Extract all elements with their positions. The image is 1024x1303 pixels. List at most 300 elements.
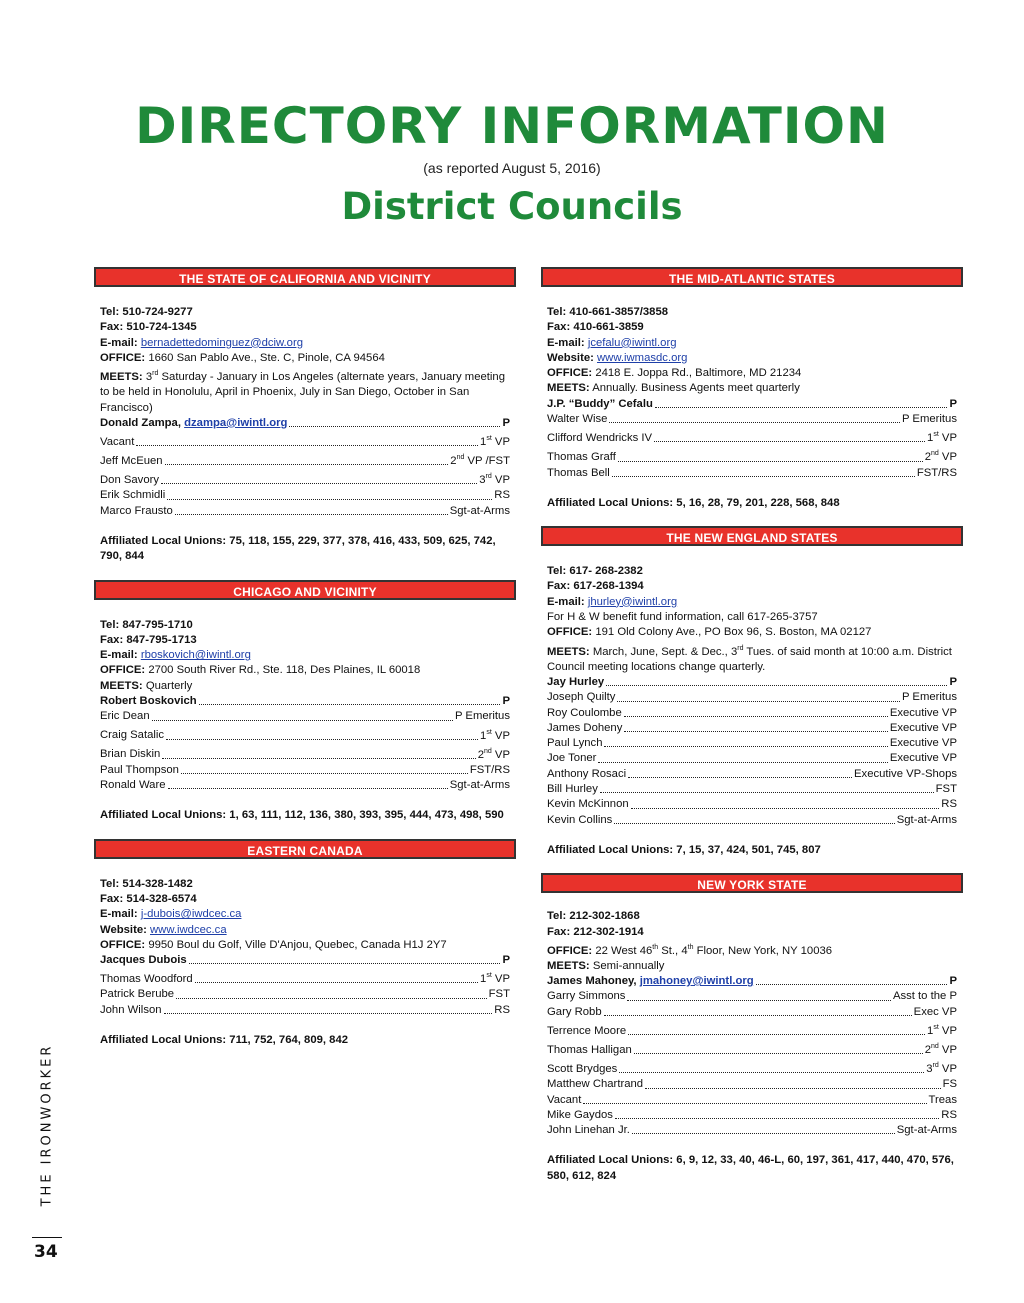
- leader-dots: [604, 746, 887, 747]
- officer-title-text: Executive VP: [889, 706, 957, 719]
- tel: Tel: 410-661-3857/3858: [547, 306, 669, 318]
- officer-ordinal-suffix: nd: [456, 454, 465, 462]
- officer-name: Anthony Rosaci: [547, 767, 627, 780]
- page-number: 34: [34, 1242, 58, 1262]
- leader-dots: [619, 1072, 924, 1073]
- council-body: [94, 859, 516, 1049]
- website-label: Website:: [100, 923, 147, 936]
- officer-ordinal-suffix: st: [486, 972, 492, 980]
- officer-title: [854, 767, 957, 782]
- tel: Tel: 514-328-1482: [100, 877, 193, 890]
- leader-dots: [655, 407, 948, 408]
- officer-ordinal-suffix: st: [486, 435, 492, 443]
- leader-dots: [176, 998, 487, 999]
- officer-row: [100, 953, 510, 968]
- officer-title-text: VP: [941, 432, 957, 445]
- officer-title-text: RS: [941, 798, 957, 811]
- meets-text: March, June, Sept. & Dec., 3: [592, 645, 738, 658]
- leader-dots: [165, 464, 449, 465]
- ordinal-suffix: th: [652, 943, 659, 951]
- officer-name: Patrick Berube: [100, 988, 175, 1001]
- officer-list: [547, 989, 957, 1138]
- officer-title: [479, 469, 510, 488]
- officer-row: [547, 989, 957, 1004]
- affiliated-locals: Affiliated Local Unions: 6, 9, 12, 33, 40, 46-L, 60, 197, 361, 417, 440, 470, 576, 580, 612, 824: [547, 1154, 954, 1182]
- leader-dots: [612, 476, 915, 477]
- officer-row: [547, 1077, 957, 1092]
- office-label: OFFICE:: [547, 626, 593, 639]
- leader-dots: [164, 1013, 493, 1014]
- affiliated-locals: Affiliated Local Unions: 1, 63, 111, 112, 136, 380, 393, 395, 444, 473, 498, 590: [100, 809, 504, 822]
- officer-title: [917, 466, 957, 481]
- officer-name: Terrence Moore: [547, 1024, 627, 1037]
- officer-title-text: VP: [941, 451, 957, 464]
- leader-dots: [199, 704, 501, 705]
- officer-ordinal: 1: [927, 1024, 934, 1037]
- email-label: E-mail:: [100, 908, 138, 921]
- officer-row: [547, 446, 957, 465]
- officer-row: [547, 1039, 957, 1058]
- council-new-york: [541, 873, 963, 1184]
- officer-row: [547, 1058, 957, 1077]
- officer-ordinal: 1: [927, 432, 934, 445]
- leader-dots: [756, 984, 948, 985]
- leader-dots: [632, 1133, 895, 1134]
- officer-title: [890, 736, 957, 751]
- officer-ordinal: 3: [479, 474, 486, 487]
- officer-row: [100, 416, 510, 431]
- email-label: E-mail:: [547, 595, 585, 608]
- officer-name: Brian Diskin: [100, 748, 161, 761]
- affiliated-locals: Affiliated Local Unions: 5, 16, 28, 79, 201, 228, 568, 848: [547, 496, 840, 509]
- benefit-fund-note: For H & W benefit fund information, call 617-265-3757: [547, 610, 818, 623]
- meets-text-cont: Tues. of said month at 10:00 a.m. District Council meeting locations change quarterly.: [547, 645, 952, 673]
- officer-title-text: Sgt-at-Arms: [896, 813, 957, 826]
- meets-text: Semi-annually: [592, 959, 665, 972]
- officer-row: [547, 751, 957, 766]
- council-body: [541, 893, 963, 1184]
- officer-title-text: P Emeritus: [901, 691, 957, 704]
- officer-name: Thomas Woodford: [100, 973, 193, 986]
- officer-title: [890, 721, 957, 736]
- officer-title-text: Sgt-at-Arms: [449, 779, 510, 792]
- website-label: Website:: [547, 351, 594, 364]
- office-address: 191 Old Colony Ave., PO Box 96, S. Boston, MA 02127: [595, 626, 872, 639]
- leader-dots: [631, 808, 940, 809]
- president-name: Robert Boskovich: [100, 695, 197, 707]
- officer-title-text: RS: [941, 1108, 957, 1121]
- officer-row: [547, 1093, 957, 1108]
- officer-title: P: [502, 416, 510, 429]
- leader-dots: [162, 758, 475, 759]
- council-body: [541, 287, 963, 511]
- meets-ordinal: 3: [145, 370, 153, 383]
- president-name: J.P. “Buddy” Cefalu: [547, 397, 653, 410]
- officer-name: Mike Gaydos: [547, 1108, 613, 1121]
- council-body: [94, 600, 516, 824]
- officer-title-text: FST/RS: [916, 466, 957, 479]
- office-address-cont: St., 4: [661, 944, 688, 957]
- email-link[interactable]: rboskovich@iwintl.org: [140, 649, 251, 662]
- officer-title: P: [949, 975, 957, 988]
- council-mid-atlantic: [541, 267, 963, 511]
- officer-title: [936, 782, 957, 797]
- leader-dots: [181, 773, 468, 774]
- officer-title: P: [949, 397, 957, 410]
- officer-row: [547, 690, 957, 705]
- affiliated-locals: Affiliated Local Unions: 75, 118, 155, 229, 377, 378, 416, 433, 509, 625, 742, 790, 844: [100, 534, 496, 563]
- officer-name: Joe Toner: [547, 752, 597, 765]
- officer-ordinal-suffix: nd: [483, 747, 492, 755]
- officer-title-text: VP: [941, 1024, 957, 1037]
- officer-title-text: FST/RS: [469, 763, 510, 776]
- leader-dots: [645, 1088, 940, 1089]
- officer-title-text: VP: [494, 973, 510, 986]
- officer-name: Eric Dean: [100, 710, 150, 723]
- officer-title: [897, 813, 957, 828]
- officer-row: [100, 694, 510, 709]
- officer-ordinal: 2: [924, 1043, 931, 1056]
- officer-ordinal-suffix: nd: [930, 1043, 939, 1051]
- officer-list: [100, 709, 510, 793]
- leader-dots: [615, 1118, 939, 1119]
- officer-row: [547, 412, 957, 427]
- officer-title: [925, 1039, 957, 1058]
- leader-dots: [604, 1015, 912, 1016]
- officer-row: [547, 721, 957, 736]
- officer-title: [450, 450, 510, 469]
- president-email-link[interactable]: jmahoney@iwintl.org: [639, 975, 754, 988]
- officer-name: John Linehan Jr.: [547, 1124, 630, 1137]
- officer-list: [100, 968, 510, 1018]
- officer-ordinal: 2: [924, 451, 931, 464]
- officer-name: Jeff McEuen: [100, 454, 163, 467]
- officer-name: Paul Lynch: [547, 737, 603, 750]
- leader-dots: [195, 982, 478, 983]
- meets-label: MEETS:: [100, 370, 143, 383]
- leader-dots: [627, 1000, 890, 1001]
- officer-row: [547, 466, 957, 481]
- officer-row: [100, 431, 510, 450]
- officer-name: Marco Frausto: [100, 504, 173, 517]
- officer-title-text: Executive VP: [889, 752, 957, 765]
- president-name: Jay Hurley: [547, 675, 605, 688]
- officer-title-text: VP: [494, 435, 510, 448]
- office-address: 2700 South River Rd., Ste. 118, Des Plaines, IL 60018: [148, 664, 421, 677]
- officer-list: [547, 412, 957, 481]
- publication-name: [36, 1040, 58, 1210]
- officer-title-text: Executive VP-Shops: [854, 767, 957, 780]
- officer-title: [890, 751, 957, 766]
- officer-title: [489, 987, 510, 1002]
- officer-ordinal: 1: [480, 729, 487, 742]
- leader-dots: [168, 788, 448, 789]
- officer-name: Scott Brydges: [547, 1062, 618, 1075]
- president-email-link[interactable]: dzampa@iwintl.org: [184, 416, 288, 429]
- leader-dots: [189, 963, 501, 964]
- council-header: EASTERN CANADA: [94, 839, 516, 859]
- officer-title-text: RS: [494, 1003, 510, 1016]
- office-address: 2418 E. Joppa Rd., Baltimore, MD 21234: [595, 367, 802, 380]
- officer-row: [547, 767, 957, 782]
- officer-ordinal-suffix: rd: [485, 473, 492, 481]
- officer-row: [100, 450, 510, 469]
- council-body: [541, 546, 963, 858]
- officer-name: James Doheny: [547, 721, 623, 734]
- tel: Tel: 847-795-1710: [100, 618, 193, 631]
- council-header: THE NEW ENGLAND STATES: [541, 526, 963, 546]
- president-name: Jacques Dubois: [100, 954, 187, 967]
- leader-dots: [606, 685, 947, 686]
- office-label: OFFICE:: [100, 351, 146, 364]
- council-header: THE MID-ATLANTIC STATES: [541, 267, 963, 287]
- officer-title: [897, 1123, 957, 1138]
- officer-title: [943, 1077, 957, 1092]
- leader-dots: [634, 1053, 923, 1054]
- officer-row: [547, 974, 957, 989]
- leader-dots: [624, 716, 888, 717]
- email-link[interactable]: jcefalu@iwintl.org: [587, 336, 677, 349]
- officer-name: Thomas Graff: [547, 451, 616, 464]
- leader-dots: [167, 499, 492, 500]
- fax: Fax: 617-268-1394: [547, 580, 644, 593]
- leader-dots: [136, 445, 478, 446]
- officer-title: [941, 797, 957, 812]
- officer-row: [100, 488, 510, 503]
- officer-list: [100, 431, 510, 519]
- officer-ordinal: 1: [480, 973, 487, 986]
- leader-dots: [289, 426, 500, 427]
- council-body: [94, 287, 516, 565]
- fax: Fax: 212-302-1914: [547, 925, 644, 938]
- officer-row: [100, 778, 510, 793]
- email-label: E-mail:: [100, 336, 138, 349]
- council-california: [94, 267, 516, 565]
- meets-label: MEETS:: [547, 959, 590, 972]
- leader-dots: [609, 422, 899, 423]
- officer-title-text: VP: [941, 1043, 957, 1056]
- meets-text: Saturday - January in Los Angeles (alternate years, January meeting to be held in Honolulu, April in Phoenix, July in San Diego, October in San Francisco): [100, 370, 505, 414]
- website-link[interactable]: www.iwmasdc.org: [597, 351, 688, 364]
- officer-title-text: VP: [494, 474, 510, 487]
- office-address-end: Floor, New York, NY 10036: [696, 944, 833, 957]
- officer-title: P: [949, 675, 957, 688]
- meets-ordinal-suffix: rd: [737, 644, 744, 652]
- officer-row: [100, 763, 510, 778]
- office-label: OFFICE:: [547, 367, 593, 380]
- council-eastern-canada: [94, 839, 516, 1049]
- officer-title: P: [502, 695, 510, 707]
- meets-text: Annually. Business Agents meet quarterly: [592, 382, 800, 395]
- officer-ordinal: 3: [926, 1062, 933, 1075]
- officer-title: [480, 431, 510, 450]
- email-link[interactable]: bernadettedominguez@dciw.org: [140, 336, 304, 349]
- ordinal-suffix: th: [687, 943, 694, 951]
- meets-text: Quarterly: [145, 679, 193, 692]
- officer-title-text: Executive VP: [889, 737, 957, 750]
- leader-dots: [628, 1034, 925, 1035]
- officer-title: [902, 412, 957, 427]
- leader-dots: [600, 792, 934, 793]
- affiliated-locals: Affiliated Local Unions: 711, 752, 764, 809, 842: [100, 1034, 349, 1047]
- leader-dots: [583, 1103, 926, 1104]
- officer-ordinal-suffix: rd: [932, 1062, 939, 1070]
- president-name: James Mahoney,: [547, 975, 637, 988]
- officer-title-text: Exec VP: [913, 1005, 957, 1018]
- officer-row: [100, 968, 510, 987]
- officer-row: [547, 1123, 957, 1138]
- officer-name: Craig Satalic: [100, 729, 165, 742]
- officer-title: [929, 1093, 957, 1108]
- officer-name: John Wilson: [100, 1003, 162, 1016]
- officer-name: Kevin McKinnon: [547, 798, 629, 811]
- report-date: (as reported August 5, 2016): [423, 160, 601, 176]
- officer-row: [547, 675, 957, 690]
- officer-name: Garry Simmons: [547, 990, 626, 1003]
- leader-dots: [617, 701, 900, 702]
- officer-row: [547, 427, 957, 446]
- officer-title-text: Executive VP: [889, 721, 957, 734]
- fax: Fax: 510-724-1345: [100, 321, 197, 334]
- right-column: [541, 267, 963, 1184]
- officer-title-text: FST: [935, 783, 957, 796]
- officer-title-text: Asst to the P: [892, 990, 957, 1003]
- council-new-england: [541, 526, 963, 858]
- officer-title-text: VP: [494, 748, 510, 761]
- leader-dots: [614, 823, 894, 824]
- office-address: 1660 San Pablo Ave., Ste. C, Pinole, CA 94564: [148, 351, 385, 364]
- officer-title: [893, 989, 957, 1004]
- officer-row: [100, 1003, 510, 1018]
- officer-title: P: [502, 954, 510, 967]
- officer-name: Don Savory: [100, 474, 160, 487]
- fax: Fax: 847-795-1713: [100, 633, 197, 646]
- tel: Tel: 617- 268-2382: [547, 565, 643, 578]
- officer-title: [494, 488, 510, 503]
- officer-ordinal: 2: [450, 454, 457, 467]
- email-label: E-mail:: [100, 649, 138, 662]
- section-heading: District Councils: [341, 185, 683, 228]
- officer-ordinal-suffix: st: [933, 1024, 939, 1032]
- officer-title-text: Treas: [928, 1093, 957, 1106]
- officer-title-text: VP: [494, 729, 510, 742]
- page-number-rule: [32, 1237, 62, 1238]
- officer-title: [927, 1020, 957, 1039]
- left-column: [94, 267, 516, 1048]
- officer-title: [890, 706, 957, 721]
- officer-name: Vacant: [100, 435, 135, 448]
- officer-row: [100, 725, 510, 744]
- officer-name: Paul Thompson: [100, 763, 179, 776]
- officer-title-text: FS: [942, 1078, 957, 1091]
- officer-name: Thomas Halligan: [547, 1043, 632, 1056]
- officer-row: [547, 397, 957, 412]
- officer-ordinal-suffix: st: [486, 728, 492, 736]
- officer-row: [547, 1108, 957, 1123]
- officer-name: Walter Wise: [547, 413, 608, 426]
- officer-row: [100, 744, 510, 763]
- officer-title: [478, 744, 510, 763]
- website-link[interactable]: www.iwdcec.ca: [150, 923, 227, 936]
- officer-name: Matthew Chartrand: [547, 1078, 644, 1091]
- officer-title: [902, 690, 957, 705]
- officer-name: Vacant: [547, 1093, 582, 1106]
- officer-name: Kevin Collins: [547, 813, 613, 826]
- page-title: DIRECTORY INFORMATION: [135, 97, 889, 155]
- officer-row: [100, 469, 510, 488]
- tel: Tel: 510-724-9277: [100, 306, 193, 318]
- council-header: CHICAGO AND VICINITY: [94, 580, 516, 600]
- meets-label: MEETS:: [100, 679, 143, 692]
- fax: Fax: 514-328-6574: [100, 892, 197, 905]
- officer-title-text: RS: [494, 489, 510, 502]
- office-address: 22 West 46: [595, 944, 653, 957]
- officer-name: Roy Coulombe: [547, 706, 622, 719]
- officer-list: [547, 690, 957, 828]
- meets-ordinal-suffix: rd: [152, 370, 159, 378]
- meets-label: MEETS:: [547, 645, 590, 658]
- officer-name: Ronald Ware: [100, 779, 166, 792]
- fax: Fax: 410-661-3859: [547, 321, 644, 334]
- officer-ordinal: 2: [477, 748, 484, 761]
- officer-title: [450, 778, 510, 793]
- officer-title: [914, 1005, 957, 1020]
- officer-title-text: FST: [488, 988, 510, 1001]
- officer-title-text: Sgt-at-Arms: [449, 504, 510, 517]
- leader-dots: [618, 461, 923, 462]
- president-name: Donald Zampa,: [100, 416, 181, 429]
- office-label: OFFICE:: [100, 938, 146, 951]
- officer-name: Clifford Wendricks IV: [547, 432, 653, 445]
- officer-ordinal: 1: [480, 435, 487, 448]
- officer-row: [547, 1020, 957, 1039]
- officer-title-text: VP /FST: [467, 454, 510, 467]
- officer-row: [547, 736, 957, 751]
- email-label: E-mail:: [547, 336, 585, 349]
- officer-row: [547, 706, 957, 721]
- officer-title: [480, 725, 510, 744]
- officer-row: [100, 504, 510, 519]
- officer-name: Joseph Quilty: [547, 691, 616, 704]
- officer-row: [100, 987, 510, 1002]
- council-chicago: [94, 580, 516, 824]
- email-link[interactable]: jhurley@iwintl.org: [587, 595, 678, 608]
- officer-title-text: Sgt-at-Arms: [896, 1124, 957, 1137]
- officer-title: [927, 427, 957, 446]
- officer-title-text: P Emeritus: [454, 710, 510, 723]
- officer-title: [455, 709, 510, 724]
- officer-name: Erik Schmidli: [100, 489, 166, 502]
- officer-title: [470, 763, 510, 778]
- officer-title-text: VP: [941, 1062, 957, 1075]
- council-header: THE STATE OF CALIFORNIA AND VICINITY: [94, 267, 516, 287]
- leader-dots: [175, 514, 448, 515]
- publication-name-text: THE IRONWORKER: [39, 1043, 55, 1207]
- leader-dots: [166, 739, 478, 740]
- affiliated-locals: Affiliated Local Unions: 7, 15, 37, 424, 501, 745, 807: [547, 843, 821, 856]
- leader-dots: [598, 762, 887, 763]
- officer-title-text: P Emeritus: [901, 413, 957, 426]
- tel: Tel: 212-302-1868: [547, 910, 640, 923]
- office-label: OFFICE:: [100, 664, 146, 677]
- officer-ordinal-suffix: nd: [930, 450, 939, 458]
- email-link[interactable]: j-dubois@iwdcec.ca: [140, 908, 242, 921]
- officer-title: [480, 968, 510, 987]
- officer-row: [547, 1005, 957, 1020]
- officer-title: [450, 504, 510, 519]
- leader-dots: [624, 731, 887, 732]
- office-address: 9950 Boul du Golf, Ville D'Anjou, Quebec, Canada H1J 2Y7: [148, 938, 447, 951]
